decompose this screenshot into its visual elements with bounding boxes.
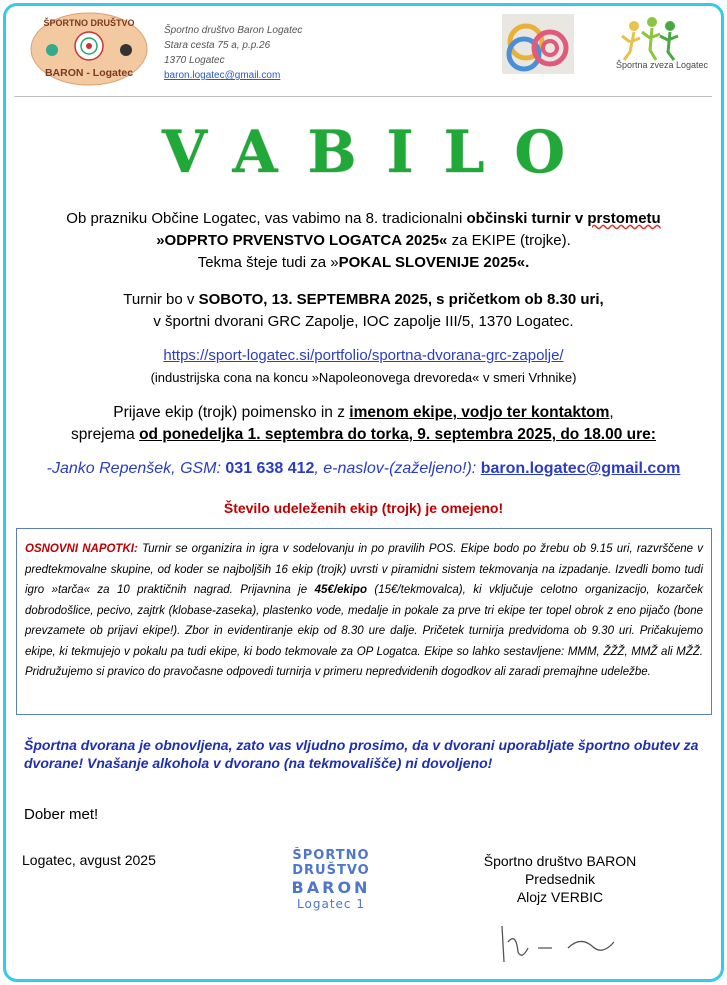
club-postal: 1370 Logatec xyxy=(164,55,225,66)
sports-union-logo xyxy=(612,12,690,84)
intro-line-1-sport: prstometu xyxy=(587,210,661,227)
event-date: SOBOTO, 13. SEPTEMBRA 2025, s pričetkom ob 8.30 uri, xyxy=(198,291,604,308)
handwritten-signature xyxy=(494,912,634,968)
club-email-link[interactable]: baron.logatec@gmail.com xyxy=(164,70,281,81)
club-stamp xyxy=(268,848,394,911)
championship-name: »ODPRTO PRVENSTVO LOGATCA 2025« xyxy=(156,232,448,249)
event-block xyxy=(0,289,727,333)
greeting: Dober met! xyxy=(24,806,99,823)
sports-union-label: Športna zveza Logatec xyxy=(616,60,709,70)
contact-line xyxy=(0,460,727,478)
hall-note: Športna dvorana je obnovljena, zato vas vljudno prosimo, da v dvorani uporabljate športno obutev za dvorane! Vnašanje alkohola v dvorano (na tekmovališče) ni dovoljeno! xyxy=(24,737,699,771)
notes-label: OSNOVNI NAPOTKI: xyxy=(25,543,138,555)
venue-url-link[interactable]: https://sport-logatec.si/portfolio/sportna-dvorana-grc-zapolje/ xyxy=(163,347,564,364)
intro-line-1-text: Ob prazniku Občine Logatec, vas vabimo na 8. tradicionalni xyxy=(66,210,467,227)
signature-org: Športno društvo BARON xyxy=(483,853,637,869)
event-line-1 xyxy=(0,289,727,311)
signature-role: Predsednik xyxy=(524,871,596,887)
registration-line-1-comma: , xyxy=(609,404,614,421)
basic-notes-box xyxy=(16,528,712,715)
contact-phone[interactable]: 031 638 412 xyxy=(225,460,315,477)
registration-block xyxy=(0,402,727,446)
intro-line-1 xyxy=(0,208,727,230)
contact-email-label: , e-naslov-(zaželjeno!): xyxy=(314,460,481,477)
club-name: Športno društvo Baron Logatec xyxy=(164,25,303,36)
event-line-1-text: Turnir bo v xyxy=(123,291,199,308)
rings-logo xyxy=(502,14,574,74)
registration-period: od ponedeljka 1. septembra do torka, 9. septembra 2025, do 18.00 ure: xyxy=(139,426,656,443)
registration-line-1-text: Prijave ekip (trojk) poimensko in z xyxy=(113,404,350,421)
signature-name: Alojz VERBIC xyxy=(516,889,604,905)
stamp-line-2: BARON xyxy=(291,878,371,897)
stamp-line-1: ŠPORTNO DRUŠTVO xyxy=(292,848,370,878)
intro-line-1-bold: občinski turnir v xyxy=(466,210,588,227)
contact-email-link[interactable]: baron.logatec@gmail.com xyxy=(480,460,681,477)
notes-text-2: (15€/tekmovalca), ki vključuje celotno organizacijo, kozarček dobrodošlice, pecivo, zajtrk (klobase-zaseka), plastenko vode, medalje in pokale za prve tri ekipe ter topel obrok z eno pijačo (bone prevzamete ob prijavi ekipe!). Zbor in evidentiranje ekip od 8.30 ure dalje. Pričetek turnirja predvidoma ob 9.30 uri. Pričakujemo ekipe, ki tekmujejo v pokalu pa tudi ekipe, ki bodo tekmovale za OP Logatca. Ekipe so lahko sestavljene: MMM, ŽŽŽ, MMŽ ali MŽŽ. Pridružujemo si pravico do pravočasne odpovedi turnirja v primeru nepredvidenih dogodkov ali zaradi premajhne udeležbe. xyxy=(25,584,704,678)
entry-fee: 45€/ekipo xyxy=(314,584,367,596)
intro-line-2-text: za EKIPE (trojke). xyxy=(447,232,571,249)
intro-line-2 xyxy=(0,230,727,252)
event-venue: v športni dvorani GRC Zapolje, IOC zapolje III/5, 1370 Logatec. xyxy=(153,313,574,330)
intro-line-3-text: Tekma šteje tudi za » xyxy=(197,254,339,271)
club-info xyxy=(164,23,302,83)
cup-name: POKAL SLOVENIJE 2025«. xyxy=(338,254,530,271)
limit-warning: Število udeleženih ekip (trojk) je omejeno! xyxy=(223,500,504,516)
place-date: Logatec, avgust 2025 xyxy=(22,852,156,868)
notes-text-1: Turnir se organizira in igra v sodelovanju in po pravilih POS. Ekipe bodo po žrebu ob 9.15 uri, razvrščene v predtekmovalne skupine, od koder se najboljših 16 ekip (trojk) uvrsti v piramidni sistem tekmovanja na izpadanje. Izvedli bomo tudi igro »tarča« za 10 praktičnih nagrad. Prijavnina je xyxy=(25,543,704,596)
url-block xyxy=(0,345,727,389)
registration-line-2 xyxy=(0,424,727,446)
contact-person: -Janko Repenšek, GSM: xyxy=(46,460,226,477)
intro-block xyxy=(0,208,727,274)
registration-line-2-text: sprejema xyxy=(71,426,140,443)
signature-block xyxy=(460,852,660,906)
location-note: (industrijska cona na koncu »Napoleonovega drevoreda« v smeri Vrhnike) xyxy=(150,370,577,385)
registration-line-1 xyxy=(0,402,727,424)
page-title: VABILO xyxy=(162,118,595,186)
baron-logo-top-text: ŠPORTNO DRUŠTVO xyxy=(43,18,135,28)
intro-line-3 xyxy=(0,252,727,274)
header-divider xyxy=(14,96,712,97)
baron-logo xyxy=(30,12,148,86)
stamp-line-3: Logatec 1 xyxy=(297,897,365,911)
baron-logo-bottom-text: BARON - Logatec xyxy=(44,67,134,79)
club-address: Stara cesta 75 a, p.p.26 xyxy=(164,40,271,51)
registration-requirements: imenom ekipe, vodjo ter kontaktom xyxy=(349,404,610,421)
